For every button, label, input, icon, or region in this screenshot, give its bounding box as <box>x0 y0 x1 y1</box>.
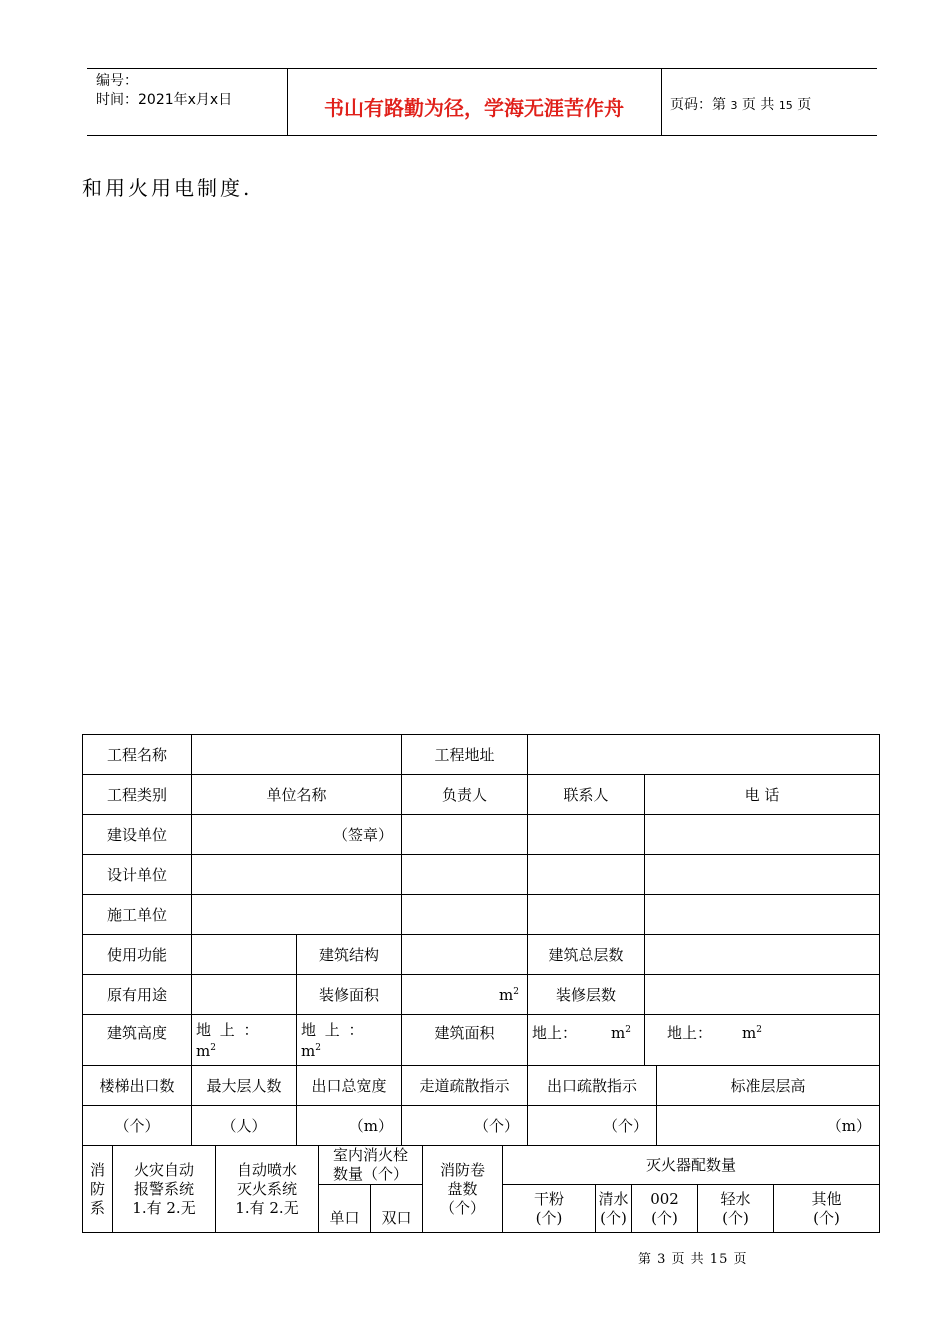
number-label: 编号： <box>96 73 138 89</box>
form-row <box>83 815 880 855</box>
form-row <box>83 1066 880 1106</box>
co2-text: 002 <box>650 1189 679 1208</box>
unit-m[interactable]: （m） <box>297 1106 402 1146</box>
field-above-ground-2[interactable]: 地 上 ： $m^2$ <box>297 1015 402 1066</box>
above-ground-label: 地 上 ： <box>301 1021 366 1039</box>
label-sprinkler <box>216 1146 319 1233</box>
label-hydrant <box>319 1146 423 1185</box>
header-unit-name: 单位名称 <box>192 775 402 815</box>
hydrant-line: 室内消火栓 <box>333 1146 409 1164</box>
field-construct-person[interactable] <box>402 895 528 935</box>
label-use-function: 使用功能 <box>83 935 192 975</box>
form-row <box>83 895 880 935</box>
per-unit: (个) <box>651 1208 678 1227</box>
project-form <box>82 734 879 1233</box>
form-row <box>83 1106 880 1146</box>
label-exit-sign: 出口疏散指示 <box>528 1066 657 1106</box>
unit-m2: m <box>499 985 514 1004</box>
label-project-address: 工程地址 <box>402 735 528 775</box>
header-contact: 联系人 <box>528 775 645 815</box>
unit-ge[interactable]: （个） <box>83 1106 192 1146</box>
form-row <box>83 935 880 975</box>
alarm-line: 火灾自动 <box>133 1160 194 1179</box>
label-double: 双口 <box>371 1185 423 1233</box>
field-design-contact[interactable] <box>528 855 645 895</box>
label-dry-powder <box>503 1185 596 1233</box>
page-footer: 第 3 页 共 15 页 <box>638 1252 748 1267</box>
fire-system-char: 消 <box>89 1160 105 1179</box>
label-exit-width: 出口总宽度 <box>297 1066 402 1106</box>
reel-line: 盘数 <box>447 1179 478 1198</box>
unit-ren[interactable]: （人） <box>192 1106 297 1146</box>
field-design-unit[interactable] <box>192 855 402 895</box>
field-decor-floors[interactable] <box>645 975 880 1015</box>
header-phone: 电 话 <box>645 775 880 815</box>
alarm-line: 报警系统 <box>133 1179 194 1198</box>
label-single: 单口 <box>319 1185 371 1233</box>
field-construct-unit[interactable] <box>192 895 402 935</box>
unit-m2: m <box>611 1024 626 1042</box>
label-stair-exits: 楼梯出口数 <box>83 1066 192 1106</box>
field-build-area-above[interactable]: 地上： $m^2$ <box>528 1015 645 1066</box>
sprinkler-line: 灭火系统 <box>236 1179 297 1198</box>
page-mid: 页 共 <box>741 97 775 113</box>
unit-m2: m <box>301 1042 316 1060</box>
field-structure[interactable] <box>402 935 528 975</box>
label-fire-reel <box>423 1146 503 1233</box>
light-water-text: 轻水 <box>720 1189 751 1208</box>
per-unit: (个) <box>722 1208 749 1227</box>
field-build-area-above-2[interactable]: 地上： $m^2$ <box>645 1015 880 1066</box>
header-divider-right <box>661 68 662 136</box>
label-decor-floors: 装修层数 <box>528 975 645 1015</box>
field-construct-phone[interactable] <box>645 895 880 935</box>
field-original-use[interactable] <box>192 975 297 1015</box>
label-fire-system <box>83 1146 113 1233</box>
label-original-use: 原有用途 <box>83 975 192 1015</box>
field-design-phone[interactable] <box>645 855 880 895</box>
unit-ge[interactable]: （个） <box>528 1106 657 1146</box>
form-row <box>83 975 880 1015</box>
water-text: 清水 <box>598 1189 629 1208</box>
page-suffix: 页 <box>797 97 812 113</box>
label-structure: 建筑结构 <box>297 935 402 975</box>
label-co2 <box>632 1185 698 1233</box>
form-table-fire <box>82 1145 880 1233</box>
field-design-person[interactable] <box>402 855 528 895</box>
field-use-function[interactable] <box>192 935 297 975</box>
label-project-name: 工程名称 <box>83 735 192 775</box>
label-extinguisher: 灭火器配数量 <box>503 1146 880 1185</box>
page-total: 15 <box>778 99 793 112</box>
label-project-type: 工程类别 <box>83 775 192 815</box>
above-ground-label: 地上： <box>667 1024 713 1042</box>
sprinkler-line: 自动喷水 <box>236 1160 297 1179</box>
unit-ge[interactable]: （个） <box>402 1106 528 1146</box>
label-other <box>774 1185 880 1233</box>
unit-m[interactable]: （m） <box>657 1106 880 1146</box>
field-decor-area[interactable]: $m^2$ <box>402 975 528 1015</box>
label-total-floors: 建筑总层数 <box>528 935 645 975</box>
label-water <box>596 1185 632 1233</box>
unit-m2: m <box>742 1024 757 1042</box>
header-motto: 书山有路勤为径，学海无涯苦作舟 <box>324 96 624 120</box>
form-row <box>83 1146 880 1185</box>
field-construct-contact[interactable] <box>528 895 645 935</box>
reel-line: 消防卷 <box>440 1160 486 1179</box>
fire-system-char: 系 <box>89 1198 105 1217</box>
fire-system-char: 防 <box>89 1179 105 1198</box>
hydrant-line: 数量（个） <box>333 1165 409 1183</box>
page-number: 3 <box>730 99 738 112</box>
unit-m2: m <box>196 1042 211 1060</box>
label-light-water <box>698 1185 774 1233</box>
form-row <box>83 855 880 895</box>
above-ground-label: 地 上 ： <box>196 1021 261 1039</box>
page-prefix: 页码：第 <box>670 97 726 113</box>
label-max-people: 最大层人数 <box>192 1066 297 1106</box>
label-height: 建筑高度 <box>83 1015 192 1066</box>
other-text: 其他 <box>811 1189 842 1208</box>
header-meta <box>96 72 232 110</box>
label-design-unit: 设计单位 <box>83 855 192 895</box>
above-ground-label: 地上： <box>532 1024 578 1042</box>
label-build-unit: 建设单位 <box>83 815 192 855</box>
form-row <box>83 735 880 775</box>
field-build-phone[interactable] <box>645 815 880 855</box>
label-std-floor-height: 标准层层高 <box>657 1066 880 1106</box>
reel-line: （个） <box>440 1198 486 1217</box>
label-build-area: 建筑面积 <box>402 1015 528 1066</box>
time-label: 时间：2021年x月x日 <box>96 92 233 108</box>
form-row <box>83 1015 880 1066</box>
form-table-main <box>82 734 880 1146</box>
field-project-name[interactable] <box>192 735 402 775</box>
field-total-floors[interactable] <box>645 935 880 975</box>
body-text: 和用火用电制度. <box>82 176 253 200</box>
form-row <box>83 775 880 815</box>
per-unit: (个) <box>535 1208 563 1227</box>
field-build-person[interactable] <box>402 815 528 855</box>
per-unit: (个) <box>813 1208 840 1227</box>
label-corridor-sign: 走道疏散指示 <box>402 1066 528 1106</box>
field-project-address[interactable] <box>528 735 880 775</box>
header-bottom-rule <box>87 135 877 136</box>
label-decor-area: 装修面积 <box>297 975 402 1015</box>
label-fire-alarm <box>113 1146 216 1233</box>
header-page-info <box>670 94 811 114</box>
per-unit: (个) <box>600 1208 627 1227</box>
field-build-contact[interactable] <box>528 815 645 855</box>
alarm-line: 1.有 2.无 <box>132 1198 196 1217</box>
label-construct-unit: 施工单位 <box>83 895 192 935</box>
sprinkler-line: 1.有 2.无 <box>235 1198 299 1217</box>
dry-powder-text: 干粉 <box>534 1189 565 1208</box>
field-above-ground-1[interactable]: 地 上 ： $m^2$ <box>192 1015 297 1066</box>
field-build-unit-seal[interactable]: （签章） <box>192 815 402 855</box>
header-person-in-charge: 负责人 <box>402 775 528 815</box>
header-top-rule <box>87 68 877 69</box>
